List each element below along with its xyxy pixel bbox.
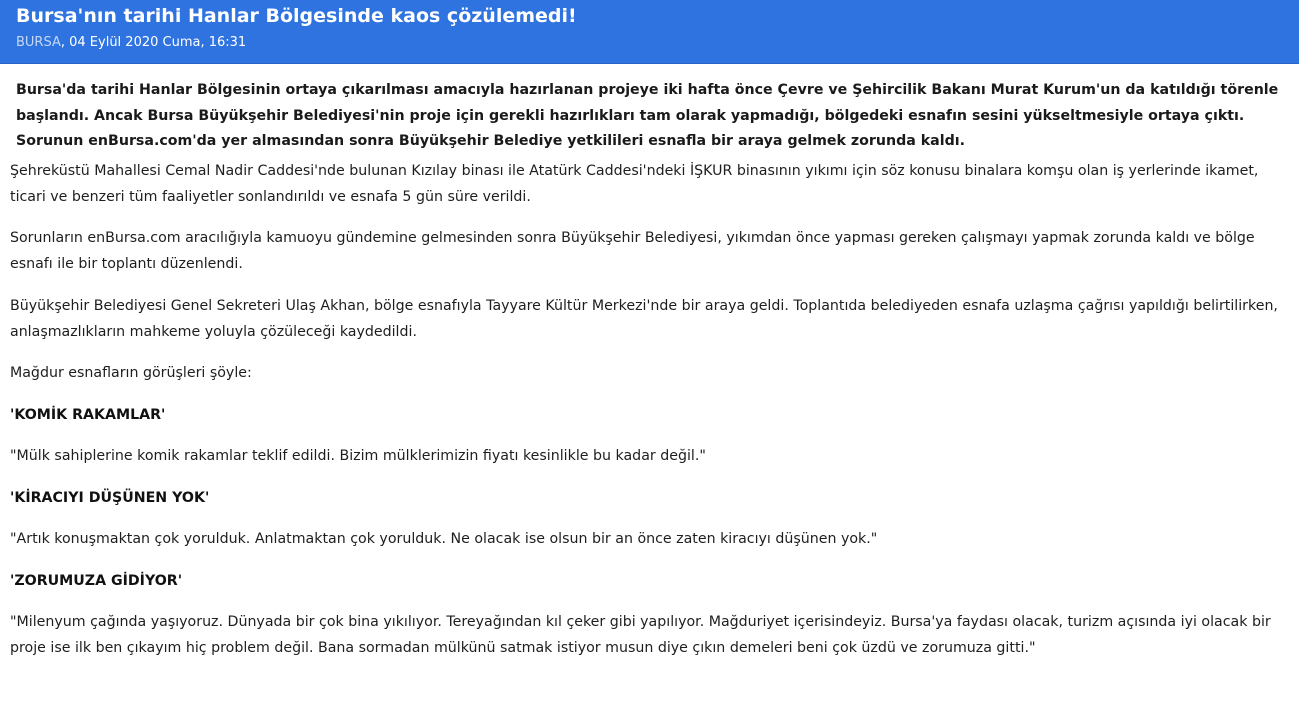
article-title: Bursa'nın tarihi Hanlar Bölgesinde kaos çözülemedi! <box>16 5 577 27</box>
paragraph-1: Şehreküstü Mahallesi Cemal Nadir Caddesi'nde bulunan Kızılay binası ile Atatürk Caddesi'ndeki İŞKUR binasının yıkımı için söz konusu binalara komşu olan iş yerlerinde ikamet, ticari ve benzeri tüm faaliyetler sonlandırıldı ve esnafa 5 gün süre verildi. <box>10 162 1259 205</box>
quote-2: "Artık konuşmaktan çok yorulduk. Anlatmaktan çok yorulduk. Ne olacak ise olsun bir an önce zaten kiracıyı düşünen yok." <box>10 531 878 547</box>
article-lead: Bursa'da tarihi Hanlar Bölgesinin ortaya çıkarılması amacıyla hazırlanan projeye iki hafta önce Çevre ve Şehircilik Bakanı Murat Kurum'un da katıldığı törenle başlandı. Ancak Bursa Büyükşehir Belediyesi'nin proje için gerekli hazırlıkları tam olarak yapmadığı, bölgedeki esnafın sesini yükseltmesiyle ortaya çıktı. Sorunun enBursa.com'da yer almasından sonra Büyükşehir Belediye yetkilileri esnafla bir araya gelmek zorunda kaldı. <box>16 82 1279 149</box>
subheading-zorumuza-gidiyor: 'ZORUMUZA GİDİYOR' <box>10 572 183 589</box>
article-header <box>0 0 1299 64</box>
subheading-komik-rakamlar: 'KOMİK RAKAMLAR' <box>10 406 166 423</box>
publish-date: , 04 Eylül 2020 Cuma, 16:31 <box>60 35 247 50</box>
paragraph-2: Sorunların enBursa.com aracılığıyla kamuoyu gündemine gelmesinden sonra Büyükşehir Belediyesi, yıkımdan önce yapması gereken çalışmayı yapmak zorunda kaldı ve bölge esnafı ile bir toplantı düzenlendi. <box>10 230 1255 272</box>
article-body <box>0 64 1299 661</box>
city-link[interactable]: BURSA <box>16 35 61 50</box>
subheading-kiraciyi-dusunen-yok: 'KİRACIYI DÜŞÜNEN YOK' <box>10 489 210 506</box>
paragraph-4: Mağdur esnafların görüşleri şöyle: <box>10 365 252 381</box>
quote-1: "Mülk sahiplerine komik rakamlar teklif edildi. Bizim mülklerimizin fiyatı kesinlikle bu kadar değil." <box>10 448 706 464</box>
paragraph-3: Büyükşehir Belediyesi Genel Sekreteri Ulaş Akhan, bölge esnafıyla Tayyare Kültür Merkezi'nde bir araya geldi. Toplantıda belediyeden esnafa uzlaşma çağrısı yapıldığı belirtilirken, anlaşmazlıkların mahkeme yoluyla çözüleceği kaydedildi. <box>10 297 1278 340</box>
quote-3: "Milenyum çağında yaşıyoruz. Dünyada bir çok bina yıkılıyor. Tereyağından kıl çeker gibi yapılıyor. Mağduriyet içerisindeyiz. Bursa'ya faydası olacak, turizm açısında iyi olacak bir proje ise ilk ben çıkayım hiç problem değil. Bana sormadan mülkünü satmak istiyor musun diye çıkın demeleri beni çok üzdü ve zorumuza gitti." <box>10 614 1271 656</box>
article-meta <box>16 32 1283 54</box>
